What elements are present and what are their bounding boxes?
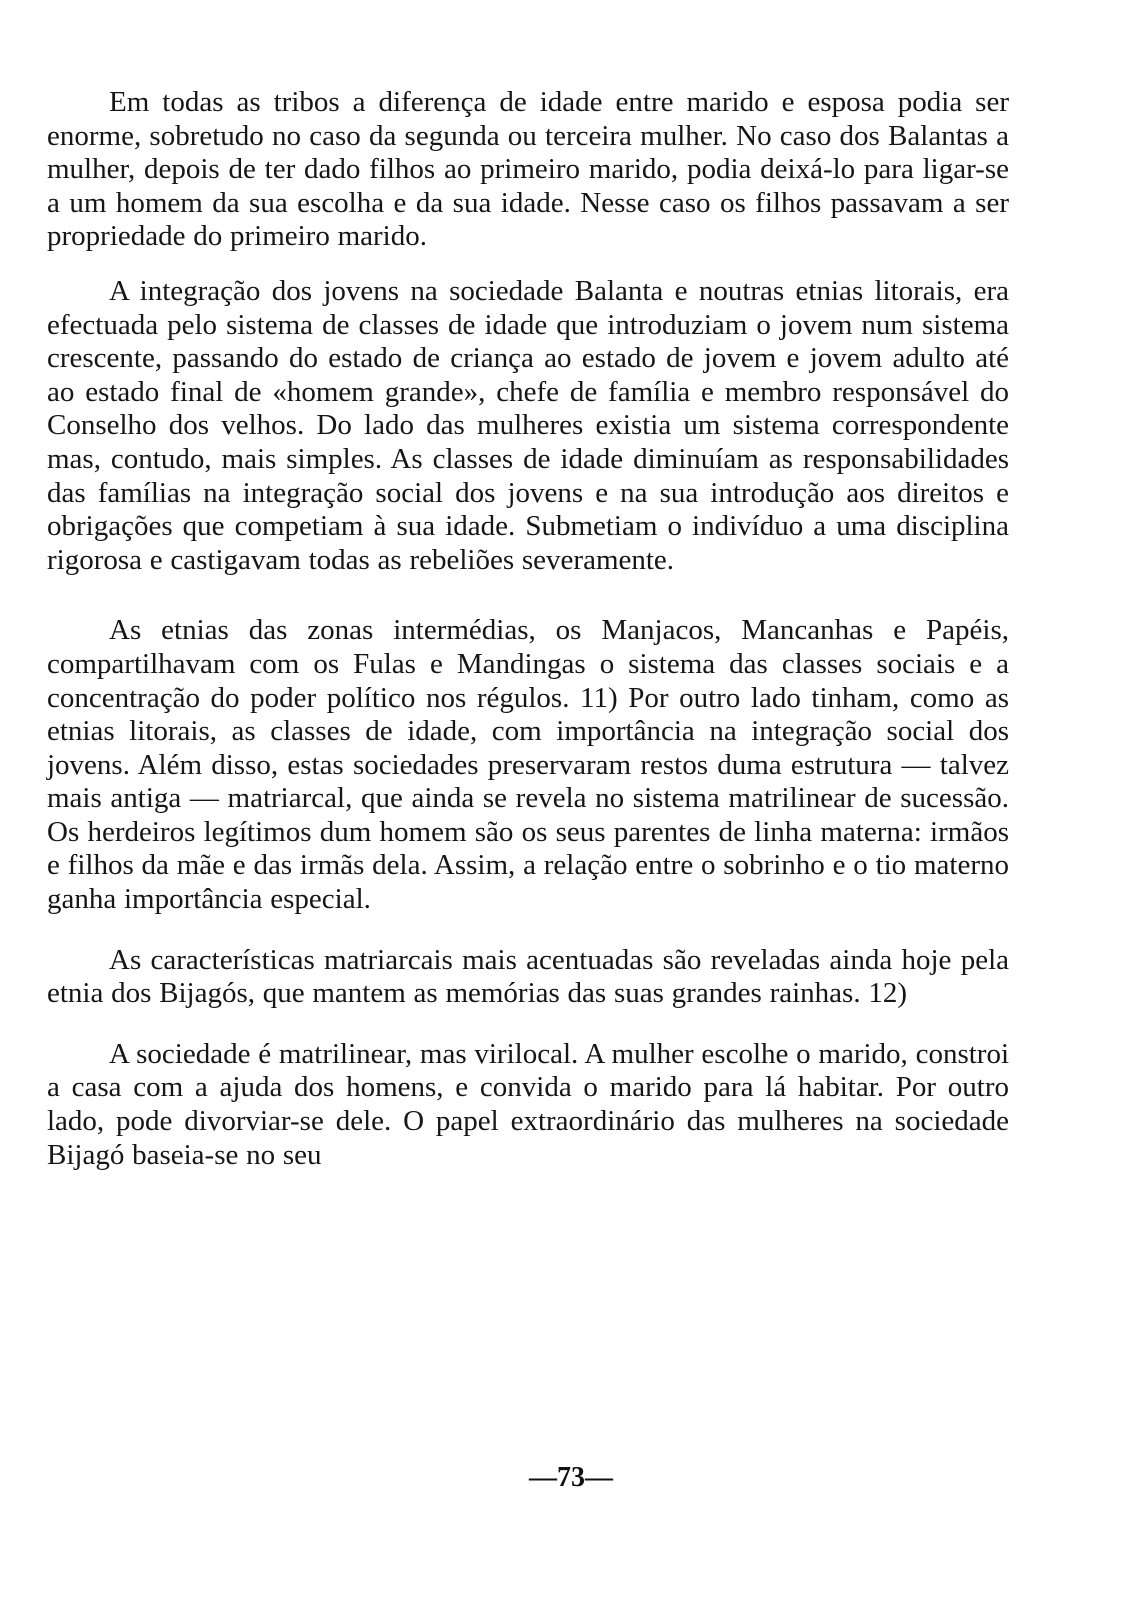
paragraph-gap	[47, 577, 1009, 614]
paragraph-gap	[47, 1011, 1009, 1038]
paragraph-2: A integração dos jovens na sociedade Balanta e noutras etnias litorais, era efectuada pelo sistema de classes de idade que introduziam o jovem num sistema crescente, passando do estado de criança ao estado de jovem e jovem adulto até ao estado final de «homem grande», chefe de família e membro responsável do Conselho dos velhos. Do lado das mulheres existia um sistema correspondente mas, contudo, mais simples. As classes de idade diminuíam as responsabilidades das famílias na integração social dos jovens e na sua introdução aos direitos e obrigações que competiam à sua idade. Submetiam o indivíduo a uma disciplina rigorosa e castigavam todas as rebeliões severamente.	[47, 274, 1009, 576]
paragraph-3: As etnias das zonas intermédias, os Manjacos, Mancanhas e Papéis, compartilhavam com os Fulas e Mandingas o sistema das classes sociais e a concentração do poder político nos régulos. 11) Por outro lado tinham, como as etnias litorais, as classes de idade, com importância na integração social dos jovens. Além disso, estas sociedades preservaram restos duma estrutura — talvez mais antiga — matriarcal, que ainda se revela no sistema matrilinear de sucessão. Os herdeiros legítimos dum homem são os seus parentes de linha materna: irmãos e filhos da mãe e das irmãs dela. Assim, a relação entre o sobrinho e o tio materno ganha importância especial.	[47, 614, 1009, 916]
page-number: —73—	[529, 1462, 613, 1493]
paragraph-gap	[47, 917, 1009, 944]
body-text	[47, 86, 1009, 1172]
paragraph-4: As características matriarcais mais acentuadas são reveladas ainda hoje pela etnia dos Bijagós, que mantem as memórias das suas grandes rainhas. 12)	[47, 943, 1009, 1010]
paragraph-1: Em todas as tribos a diferença de idade entre marido e esposa podia ser enorme, sobretudo no caso da segunda ou terceira mulher. No caso dos Balantas a mulher, depois de ter dado filhos ao primeiro marido, podia deixá-lo para ligar-se a um homem da sua escolha e da sua idade. Nesse caso os filhos passavam a ser propriedade do primeiro marido.	[47, 86, 1009, 253]
paragraph-gap	[47, 254, 1009, 275]
paragraph-5: A sociedade é matrilinear, mas virilocal. A mulher escolhe o marido, constroi a casa com a ajuda dos homens, e convida o marido para lá habitar. Por outro lado, pode divorviar-se dele. O papel extraordinário das mulheres na sociedade Bijagó baseia-se no seu	[47, 1037, 1009, 1171]
